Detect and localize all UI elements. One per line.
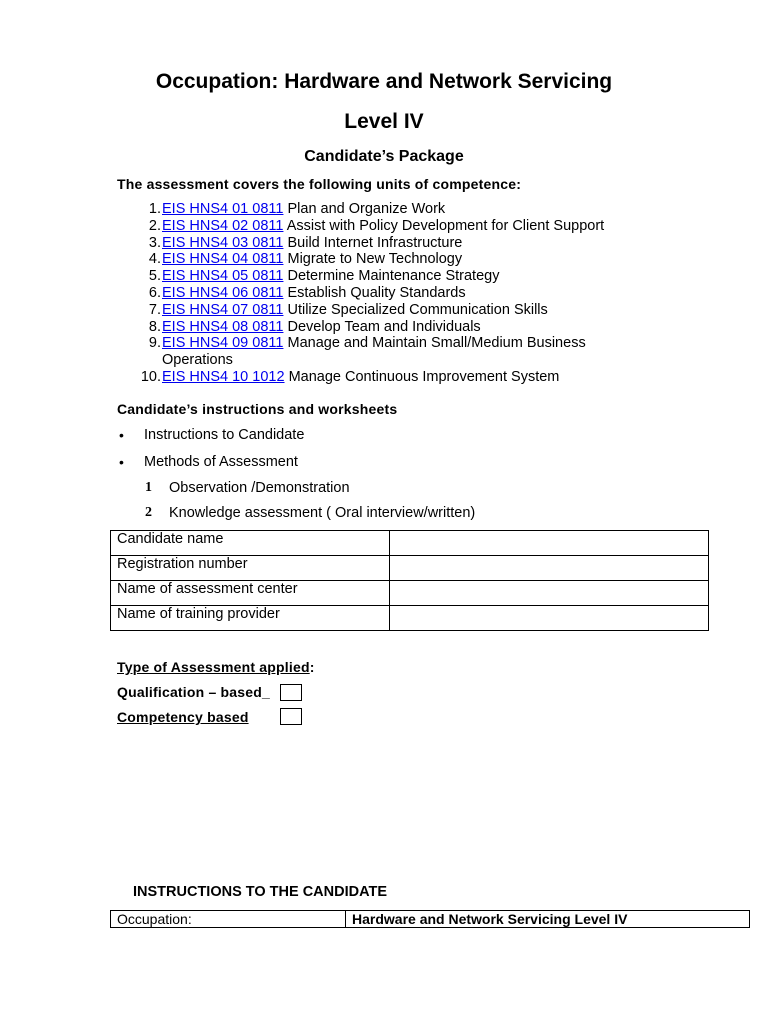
- page-title: Occupation: Hardware and Network Servicing: [155, 70, 613, 93]
- assessment-type-label: Type of Assessment applied: [117, 659, 310, 675]
- unit-title: Establish Quality Standards: [287, 284, 466, 301]
- unit-code-link[interactable]: EIS HNS4 02 0811: [162, 217, 284, 234]
- list-item: [130, 369, 650, 386]
- unit-number: 4.: [148, 251, 161, 268]
- row-label: Candidate name: [111, 531, 390, 556]
- table-row: [111, 606, 709, 631]
- occupation-value: Hardware and Network Servicing Level IV: [346, 911, 750, 928]
- unit-code-link[interactable]: EIS HNS4 09 0811: [162, 335, 284, 352]
- competency-checkbox[interactable]: [280, 708, 302, 725]
- unit-number: 3.: [148, 234, 161, 251]
- competency-label: Competency based: [117, 709, 249, 725]
- bullet-label: Methods of Assessment: [144, 454, 298, 470]
- qualification-checkbox[interactable]: [280, 684, 302, 701]
- unit-number: 1.: [148, 201, 161, 217]
- unit-code-link[interactable]: EIS HNS4 10 1012: [162, 368, 285, 385]
- row-label: Registration number: [111, 556, 390, 581]
- list-item: [130, 302, 650, 319]
- unit-body: [162, 319, 650, 336]
- list-item: [130, 201, 650, 218]
- units-list: [130, 201, 650, 386]
- table-row: [111, 556, 709, 581]
- list-item: [130, 268, 650, 285]
- bullet-icon: •: [119, 454, 124, 470]
- list-item: [130, 218, 650, 235]
- qualification-label: Qualification – based: [117, 684, 263, 700]
- bullet-item-methods: [119, 454, 298, 470]
- bullet-label: Instructions to Candidate: [144, 427, 305, 443]
- unit-number: 6.: [148, 284, 161, 301]
- qualification-underscore: _: [262, 684, 271, 700]
- method-item-observation: [145, 480, 350, 496]
- unit-body: [162, 218, 650, 235]
- unit-body: [162, 369, 650, 386]
- unit-body: [162, 268, 650, 285]
- row-label: Name of assessment center: [111, 581, 390, 606]
- unit-title: Manage Continuous Improvement System: [288, 368, 560, 385]
- unit-title: Utilize Specialized Communication Skills: [287, 301, 548, 318]
- bullet-item-instructions: [119, 427, 304, 443]
- occupation-label: Occupation:: [111, 911, 346, 928]
- level-title: Level IV: [344, 110, 424, 133]
- unit-title: Assist with Policy Development for Client Support: [286, 217, 605, 234]
- worksheets-heading: Candidate’s instructions and worksheets: [117, 401, 398, 417]
- candidate-info-table: [110, 530, 709, 631]
- method-label: Knowledge assessment ( Oral interview/written): [169, 505, 476, 521]
- unit-code-link[interactable]: EIS HNS4 03 0811: [162, 234, 284, 251]
- unit-code-link[interactable]: EIS HNS4 06 0811: [162, 284, 284, 301]
- unit-number: 5.: [148, 268, 161, 285]
- table-row: [111, 581, 709, 606]
- unit-title: Plan and Organize Work: [287, 201, 446, 217]
- unit-number: 9.: [148, 335, 161, 352]
- row-label: Name of training provider: [111, 606, 390, 631]
- instructions-heading: INSTRUCTIONS TO THE CANDIDATE: [133, 884, 388, 900]
- list-item: [130, 285, 650, 302]
- package-subtitle: Candidate’s Package: [304, 148, 464, 165]
- unit-code-link[interactable]: EIS HNS4 07 0811: [162, 301, 284, 318]
- unit-number: 10.: [140, 368, 161, 385]
- unit-body: [162, 235, 650, 252]
- unit-code-link[interactable]: EIS HNS4 01 0811: [162, 201, 284, 217]
- method-number: 1: [145, 480, 152, 495]
- unit-title: Determine Maintenance Strategy: [287, 268, 500, 285]
- unit-body: [162, 285, 650, 302]
- bullet-icon: •: [119, 427, 124, 443]
- assessment-center-field[interactable]: [390, 581, 709, 606]
- unit-number: 7.: [148, 301, 161, 318]
- unit-title: Develop Team and Individuals: [287, 318, 481, 335]
- unit-title: Build Internet Infrastructure: [287, 234, 463, 251]
- training-provider-field[interactable]: [390, 606, 709, 631]
- candidate-name-field[interactable]: [390, 531, 709, 556]
- registration-number-field[interactable]: [390, 556, 709, 581]
- units-intro: The assessment covers the following units of competence:: [117, 176, 522, 192]
- qualification-option: [117, 684, 270, 700]
- unit-body: [162, 335, 650, 369]
- unit-title: Manage and Maintain Small/Medium Business Operations: [162, 335, 586, 369]
- unit-code-link[interactable]: EIS HNS4 05 0811: [162, 268, 284, 285]
- list-item: [130, 319, 650, 336]
- list-item: [130, 235, 650, 252]
- unit-body: [162, 302, 650, 319]
- unit-code-link[interactable]: EIS HNS4 08 0811: [162, 318, 284, 335]
- assessment-type-heading: [117, 659, 315, 675]
- method-item-knowledge: [145, 505, 475, 521]
- assessment-type-colon: :: [309, 659, 315, 675]
- unit-number: 2.: [148, 217, 161, 234]
- table-row: [111, 531, 709, 556]
- unit-body: [162, 251, 650, 268]
- occupation-table: [110, 910, 750, 928]
- method-label: Observation /Demonstration: [169, 480, 350, 496]
- unit-number: 8.: [148, 318, 161, 335]
- method-number: 2: [145, 505, 152, 520]
- list-item: [130, 251, 650, 268]
- unit-code-link[interactable]: EIS HNS4 04 0811: [162, 251, 284, 268]
- list-item: [130, 335, 650, 369]
- table-row: [111, 911, 750, 928]
- unit-body: [162, 201, 650, 218]
- unit-title: Migrate to New Technology: [287, 251, 463, 268]
